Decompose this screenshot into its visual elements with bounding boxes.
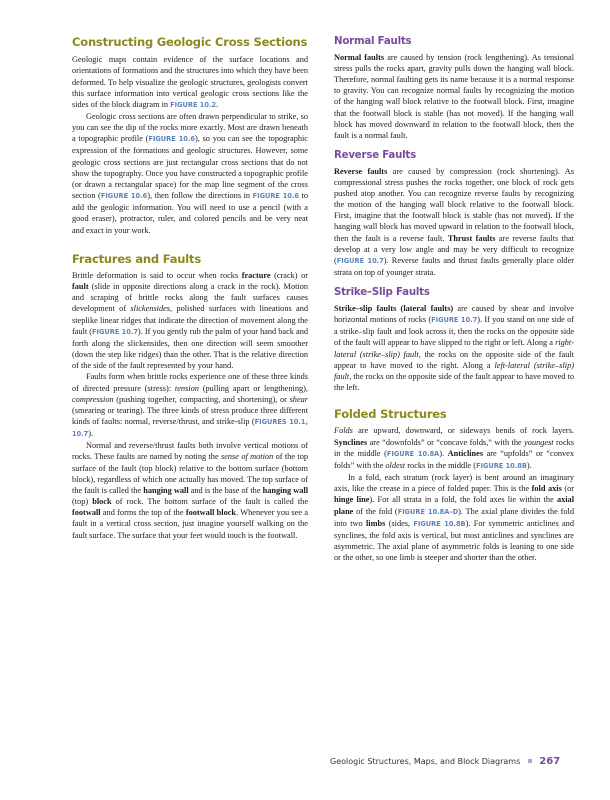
heading-folded-structures: Folded Structures — [334, 407, 447, 422]
page-footer — [330, 756, 590, 767]
heading-fractures-faults: Fractures and Faults — [72, 251, 201, 266]
right-column — [334, 36, 574, 563]
heading-cross-sections: Constructing Geologic Cross Sections — [72, 35, 308, 49]
paragraph: Reverse faults are caused by compression (rock shortening). As compressional stress pushes the rocks together, one block of rock gets pushed atop another. You can recognize reverse faults by recognizing the motion of the hanging wall block relative to the footwall block. First, imagine that the footwall block is stable (has not moved). If the hanging wall block has moved upward in relation to the footwall block, then the fault is a reverse fault. Thrust faults are reverse faults that develop at a very low angle and may be very difficult to recognize (FIGURE 10.7). Reverse faults and thrust faults generally place older strata on top of younger strata. — [334, 166, 575, 278]
paragraph: Strike–slip faults (lateral faults) are caused by shear and involve horizontal motions of rocks (FIGURE 10.7). If you stand on one side of a strike–slip fault and look across it, then the rocks on the opposite side of the fault will appear to have slipped to the right or left. Along a right-lateral (strike–slip) fault, the rocks on the opposite side of the fault appear to have moved to the right. Along a left-lateral (strike–slip) fault, the rocks on the opposite side of the fault appear to have moved to the left. — [334, 303, 574, 393]
page-number: 267 — [539, 756, 561, 767]
heading-reverse-faults: Reverse Faults — [334, 149, 416, 161]
left-column — [72, 36, 308, 541]
figure-ref[interactable]: FIGURE 10.6 — [148, 135, 195, 144]
separator-square — [528, 759, 532, 763]
paragraph: Normal faults are caused by tension (rock lengthening). As tensional stress pulls the rocks apart, gravity pulls down the hanging wall block. Therefore, normal faulting gets its name because it is a normal response to gravity. You can recognize normal faults by recognizing the motion of the hanging wall block relative to the footwall block. First, imagine that the footwall block is stable (has not moved). If the hanging wall block has moved downward in relation to the footwall block, then the fault is a normal fault. — [334, 52, 574, 140]
paragraph: In a fold, each stratum (rock layer) is bent around an imaginary axis, like the crease in a piece of folded paper. This is the fold axis (or hinge line). For all strata in a fold, the fold axes lie within the axial plane of the fold (FIGURE 10.8A–D). The axial plane divides the fold into two limbs (sides, FIGURE 10.8B). For symmetric anticlines and synclines, the fold axis is vertical, but most anticlines and synclines are asymmetric. The axial plane of asymmetric folds is leaning to one side or the other, so one limb is steeper and shorter than the other. — [334, 473, 574, 563]
paragraph: Geologic cross sections are often drawn perpendicular to strike, so you can see the dip of the rocks more exactly. Most are drawn beneath a topographic profile (FIGURE 10.6), so you can see the topographic expression of the formations and geologic structures. However, some geologic cross sections are just rectangular cross sections that do not show the topography. Once you have constructed a topographic profile (or drawn a rectangular space) for the map line segment of the cross section (FIGURE 10.6), then follow the directions in FIGURE 10.6 to add the geologic information. You will need to use a pencil (with a good eraser), protractor, ruler, and colored pencils and be very neat and exact in your work. — [72, 112, 308, 235]
figure-ref[interactable]: FIGURE 10.8B — [413, 519, 466, 528]
figure-ref[interactable]: FIGURES 10.1, 10.7 — [72, 417, 308, 439]
figure-ref[interactable]: FIGURE 10.6 — [100, 192, 148, 201]
paragraph: Geologic maps contain evidence of the surface locations and orientations of formations and the structures into which they have been deformed. To help visualize the geologic structures, geologists convert this surface information into vertical geologic cross sections like the sides of the block diagram in FIGURE 10.2. — [72, 55, 308, 109]
running-title: Geologic Structures, Maps, and Block Diagrams — [330, 757, 521, 766]
figure-ref[interactable]: FIGURE 10.8B — [475, 461, 527, 470]
paragraph: Brittle deformation is said to occur when rocks fracture (crack) or fault (slide in opposite directions along a crack in the rock). Motion and scraping of brittle rocks along the fault surfaces causes development of slickensides, polished surfaces with lineations and steplike linear ridges that indicate the direction of movement along the fault (FIGURE 10.7). If you gently rub the palm of your hand back and forth along the slickensides, then one direction will seem smoother (down the step like ridges) than the other. That is the relative direction of the side of the fault represented by your hand. — [72, 270, 309, 371]
figure-ref[interactable]: FIGURE 10.6 — [252, 192, 299, 201]
paragraph: Faults form when brittle rocks experience one of these three kinds of directed pressure (stress): tension (pulling apart or lengthening), compression (pushing together, compacting, and shortening), or shear (smearing or tearing). The three kinds of stress produce three different kinds of faults: normal, reverse/thrust, and strike-slip (FIGURES 10.1, 10.7). — [72, 372, 308, 439]
figure-ref[interactable]: FIGURE 10.7 — [92, 327, 138, 336]
figure-ref[interactable]: FIGURE 10.2 — [170, 100, 217, 109]
heading-normal-faults: Normal Faults — [334, 36, 412, 47]
figure-ref[interactable]: FIGURE 10.7 — [336, 256, 384, 265]
paragraph: Normal and reverse/thrust faults both involve vertical motions of rocks. These faults are named by noting the sense of motion of the top surface of the fault (top block) relative to the bottom surface (bottom block), regardless of which one actually has moved. The top surface of the fault is called the hanging wall and is the base of the hanging wall (top) block of rock. The bottom surface of the fault is called the footwall and forms the top of the footwall block. Whenever you see a fault in a vertical cross section, just imagine yourself walking on the fault surface. The surface that your feet would touch is the footwall. — [72, 441, 309, 540]
paragraph: Folds are upward, downward, or sideways bends of rock layers. Synclines are “downfolds” or “concave folds,” with the youngest rocks in the middle (FIGURE 10.8A). Anticlines are “upfolds” or “convex folds” with the oldest rocks in the middle (FIGURE 10.8B). — [334, 426, 575, 470]
heading-strike-slip: Strike–Slip Faults — [334, 287, 430, 299]
figure-ref[interactable]: FIGURE 10.7 — [431, 316, 478, 325]
figure-ref[interactable]: FIGURE 10.8A — [386, 449, 440, 458]
figure-ref[interactable]: FIGURE 10.8A–D — [397, 507, 459, 516]
